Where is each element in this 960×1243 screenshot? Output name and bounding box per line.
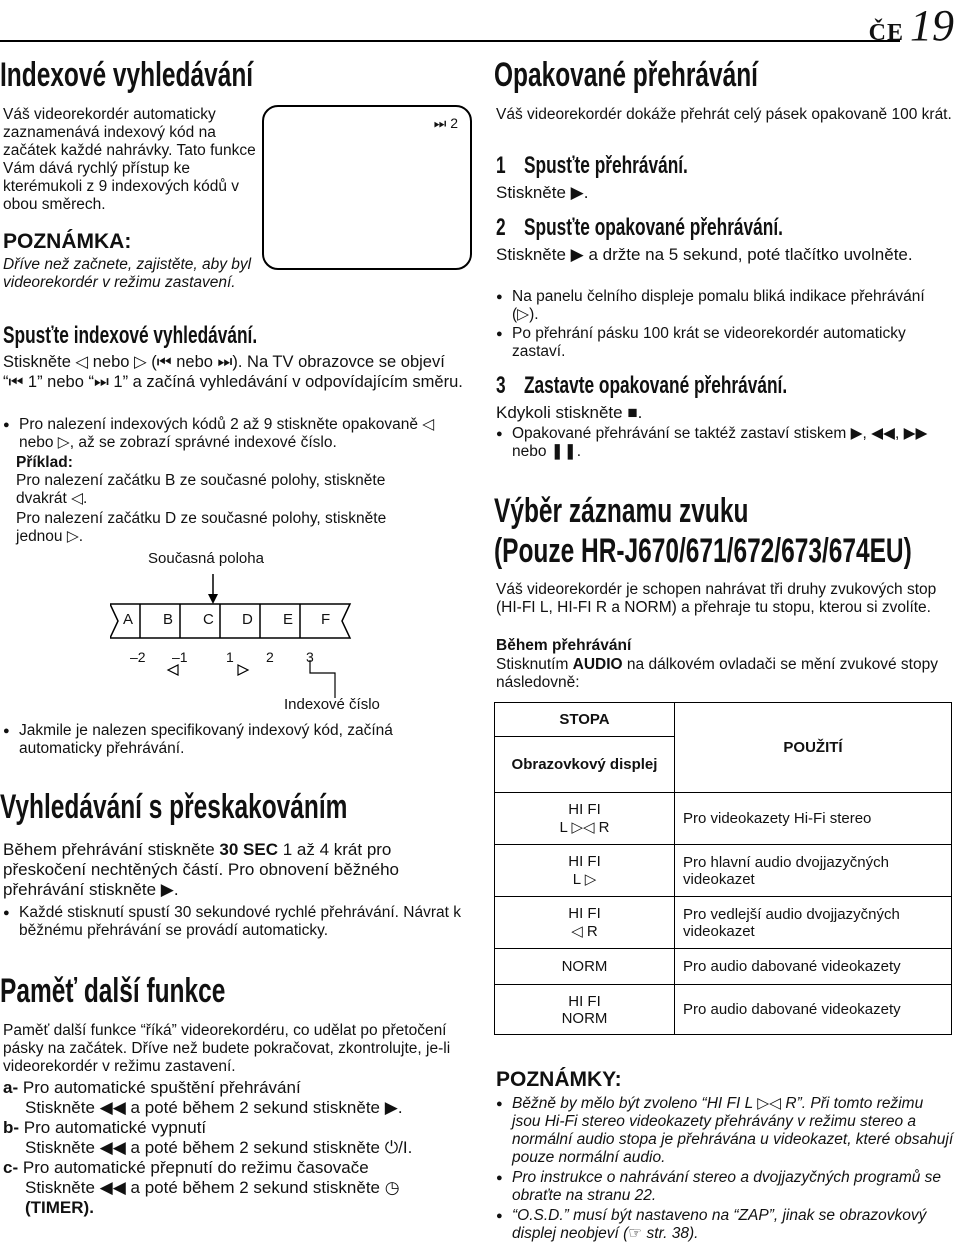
during-b: na dálkovém ovladači se mění zvukové stopy následovně: [496, 656, 938, 691]
table-row [495, 793, 952, 845]
audio-track-table [494, 702, 952, 1035]
index-bullet-2: ● Jakmile je nalezen specifikovaný indexový kód, začíná automaticky přehrávání. [3, 722, 443, 758]
index-note-title: POZNÁMKA: [3, 230, 132, 253]
step3-text: Kdykoli stiskněte ■. [496, 403, 643, 422]
index-search-intro: Váš videorekordér automaticky zaznamenává indexový kód na začátek každé nahrávky. Tato funkce Vám dává rychlý přístup ke kterémukoli z 9 indexových kódů v obou směrech. [3, 106, 256, 213]
during-text [496, 656, 946, 692]
row2-display: HI FI L ▷ [495, 845, 675, 897]
skip-text-b: 1 až 4 krát pro přeskočení nechtěných částí. Pro obnovení běžného přehrávání stiskněte ▶. [3, 840, 399, 899]
screen-index-label: ⏭ 2 [433, 115, 458, 131]
repeat-step-3 [496, 372, 956, 400]
item-b-text: Stiskněte ◀◀ a poté během 2 sekund stiskněte ⏻/I. [25, 1138, 413, 1157]
th-use: POUŽITÍ [675, 703, 952, 793]
repeat-title: Opakované přehrávání [494, 56, 758, 94]
page-number [869, 0, 954, 51]
row3-display: HI FI ◁ R [495, 897, 675, 949]
table-row [495, 949, 952, 985]
row5-use: Pro audio dabované videokazety [675, 985, 952, 1035]
example-2: Pro nalezení začátku D ze současné polohy, stiskněte jednou ▷. [16, 510, 387, 545]
skip-text-a: Během přehrávání stiskněte [3, 840, 220, 859]
current-position-label: Současná poloha [148, 550, 264, 567]
item-c-text: Stiskněte ◀◀ a poté během 2 sekund stiskněte ◷ [25, 1178, 400, 1197]
step2-text: Stiskněte ▶ a držte na 5 sekund, poté tlačítko uvolněte. [496, 245, 913, 264]
index-note-text: Dříve než začnete, zajistěte, aby byl videorekordér v režimu zastavení. [3, 256, 252, 291]
page-lang: ČE [868, 20, 904, 46]
row2-use: Pro hlavní audio dvojjazyčných videokazet [675, 845, 952, 897]
note-1: ● Běžně by mělo být zvoleno “HI FI L ▷◁ R”. Při tomto režimu jsou Hi-Fi stereo videokazety přehrávány v režimu stereo a normální audio stopa je přehrávána u videokazet, které obsahují pouze normální audio. [496, 1095, 954, 1167]
index-m2: –2 [130, 649, 146, 665]
table-row [495, 845, 952, 897]
step1-num: 1 [496, 152, 506, 179]
audio-intro: Váš videorekordér je schopen nahrávat tři druhy zvukových stop (HI-FI L, HI-FI R a NORM) a přehraje tu stopu, kterou si zvolíte. [496, 581, 937, 616]
skip-search-text [3, 840, 463, 900]
header-rule [0, 40, 900, 42]
item-c-timer: (TIMER). [25, 1198, 94, 1217]
item-c-title: Pro automatické přepnutí do režimu časovače [22, 1158, 369, 1177]
index-step-title: Spusťte indexové vyhledávání. [3, 322, 258, 349]
row1-use: Pro videokazety Hi-Fi stereo [675, 793, 952, 845]
index-p1: 1 [226, 649, 234, 665]
index-tape-diagram [110, 548, 410, 718]
row1-display: HI FI L ▷◁ R [495, 793, 675, 845]
item-a-title: Pro automatické spuštění přehrávání [22, 1078, 301, 1097]
item-c-label: c- [3, 1158, 19, 1177]
skip-bullet: ● Každé stisknutí spustí 30 sekundové rychlé přehrávání. Návrat k běžnému přehrávání se provádí automaticky. [3, 904, 463, 940]
index-search-title: Indexové vyhledávání [0, 56, 254, 94]
step1-title: Spusťte přehrávání. [524, 152, 688, 179]
step1-text: Stiskněte ▶. [496, 183, 589, 202]
item-b-label: b- [3, 1118, 20, 1137]
tv-screen-illustration [262, 105, 472, 270]
segment-d: D [242, 611, 253, 628]
tape-diagram-svg [110, 548, 410, 718]
step2-title: Spusťte opakované přehrávání. [524, 214, 783, 241]
note-2: ● Pro instrukce o nahrávání stereo a dvojjazyčných programů se obraťte na stranu 22. [496, 1169, 954, 1205]
during-a: Stisknutím [496, 656, 573, 673]
item-a-text: Stiskněte ◀◀ a poté během 2 sekund stiskněte ▶. [25, 1098, 403, 1117]
item-b-title: Pro automatické vypnutí [23, 1118, 207, 1137]
skip-search-title: Vyhledávání s přeskakováním [0, 788, 348, 826]
repeat-step-1 [496, 152, 956, 180]
segment-b: B [163, 611, 174, 628]
page-num: 19 [910, 1, 954, 50]
index-number-label: Indexové číslo [284, 696, 380, 713]
segment-c: C [203, 611, 214, 628]
item-a-label: a- [3, 1078, 19, 1097]
segment-e: E [283, 611, 294, 628]
segment-a: A [123, 611, 134, 628]
step2-bullet-2: ● Po přehrání pásku 100 krát se videorekordér automaticky zastaví. [496, 325, 954, 361]
index-p3: 3 [306, 649, 314, 665]
table-row [495, 985, 952, 1035]
next-function-items [3, 1078, 473, 1218]
step2-bullet-1: ● Na panelu čelního displeje pomalu bliká indikace přehrávání (▷). [496, 288, 954, 324]
step3-title: Zastavte opakované přehrávání. [524, 372, 788, 399]
next-function-title: Paměť další funkce [0, 972, 226, 1010]
skip-key: 30 SEC [219, 840, 278, 859]
row4-use: Pro audio dabované videokazety [675, 949, 952, 985]
during-label: Během přehrávání [496, 637, 632, 654]
index-m1: –1 [172, 649, 188, 665]
audio-title-1: Výběr záznamu zvuku [494, 492, 749, 530]
index-search-section [0, 56, 470, 95]
index-bullet-1: ● Pro nalezení indexových kódů 2 až 9 stiskněte opakovaně ◁ nebo ▷, až se zobrazí správné indexové číslo. [3, 416, 463, 452]
note-3: ● “O.S.D.” musí být nastaveno na “ZAP”, jinak se obrazovkový displej neobjeví (☞ str. 38). [496, 1207, 954, 1243]
example-label: Příklad: [16, 454, 73, 471]
example-1: Pro nalezení začátku B ze současné polohy, stiskněte dvakrát ◁. [16, 472, 386, 507]
index-p2: 2 [266, 649, 274, 665]
index-step-text: Stiskněte ◁ nebo ▷ (⏮ nebo ⏭). Na TV obrazovce se objeví “⏮ 1” nebo “⏭ 1” a začíná vyhledávání v odpovídajícím směru. [3, 353, 463, 391]
th-track: STOPA [495, 703, 675, 737]
repeat-step-2 [496, 214, 956, 242]
audio-title-2: (Pouze HR-J670/671/672/673/674EU) [494, 532, 912, 570]
row4-display: NORM [495, 949, 675, 985]
step3-bullet-1: ● Opakované přehrávání se taktéž zastaví stiskem ▶, ◀◀, ▶▶ nebo ❚❚. [496, 425, 954, 461]
step2-num: 2 [496, 214, 506, 241]
row3-use: Pro vedlejší audio dvojjazyčných videokazet [675, 897, 952, 949]
step3-num: 3 [496, 372, 506, 399]
segment-f: F [321, 611, 331, 628]
th-display: Obrazovkový displej [495, 737, 675, 793]
during-key: AUDIO [572, 656, 623, 673]
table-row [495, 897, 952, 949]
repeat-intro: Váš videorekordér dokáže přehrát celý pásek opakovaně 100 krát. [496, 106, 952, 123]
next-function-intro: Paměť další funkce “říká” videorekordéru, co udělat po přetočení pásky na začátek. Dříve než budete pokračovat, zkontrolujte, je-li videorekordér v režimu zastavení. [3, 1022, 451, 1075]
row5-display: HI FI NORM [495, 985, 675, 1035]
notes-title: POZNÁMKY: [496, 1068, 622, 1091]
